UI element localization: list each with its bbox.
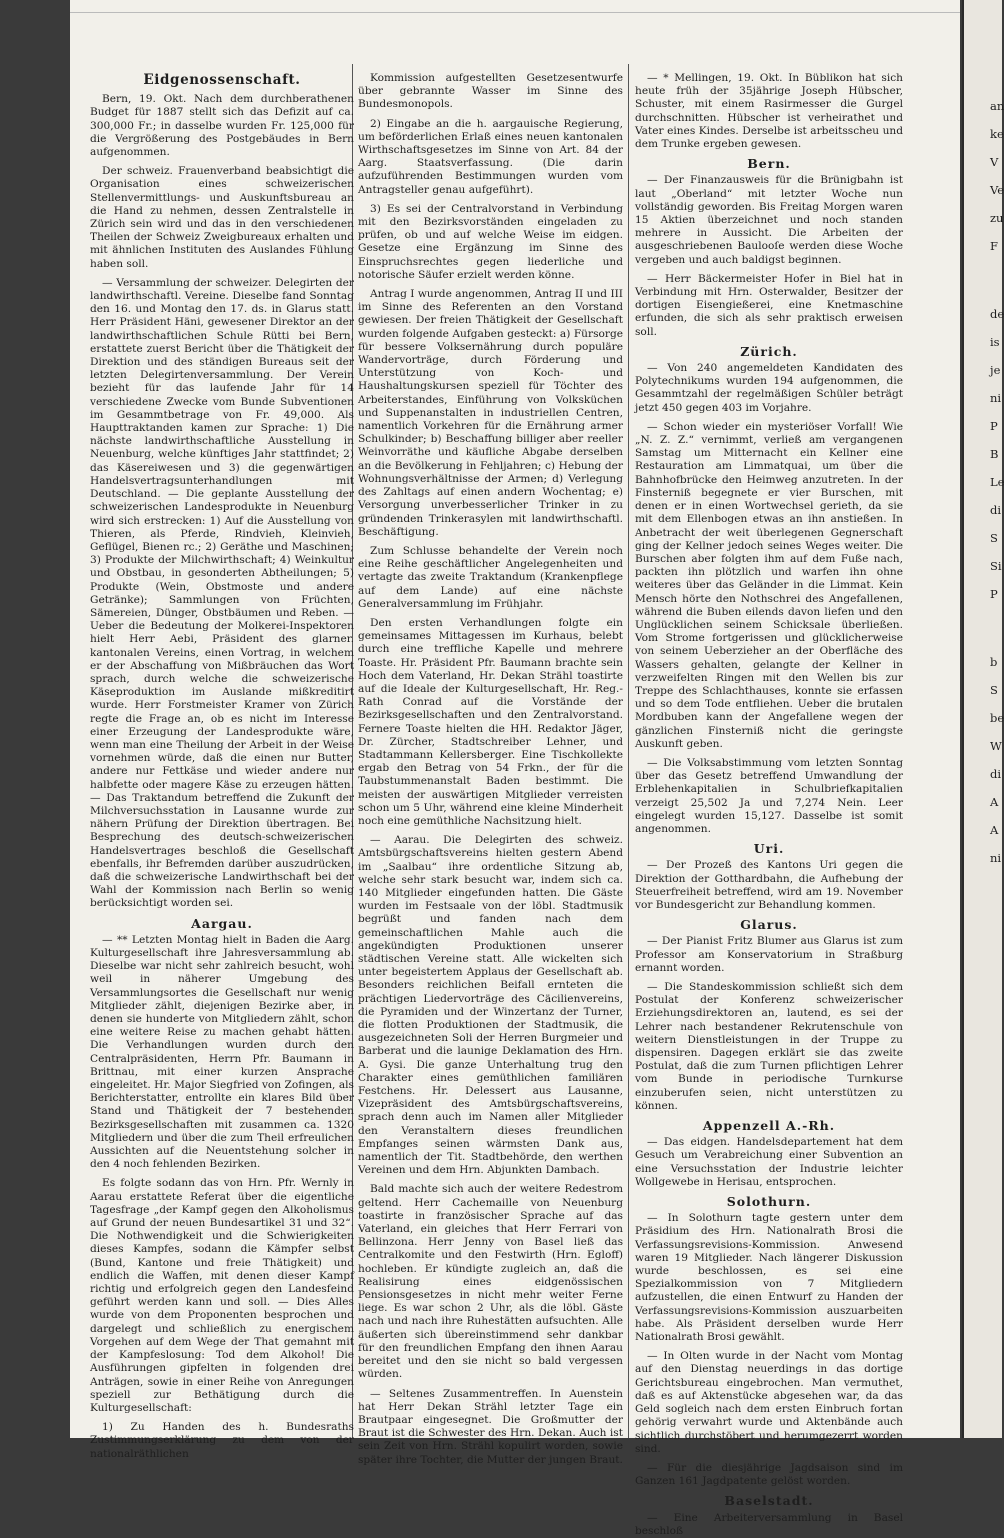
next-page-fragment: zu bbox=[990, 211, 1004, 225]
section-heading-uri: Uri. bbox=[753, 841, 785, 857]
page-top-edge bbox=[70, 0, 960, 13]
next-page-fragment: S bbox=[990, 531, 998, 545]
next-page-fragment: di bbox=[990, 503, 1002, 517]
article-paragraph: — ** Letzten Montag hielt in Baden die Aarg. Kulturgesellschaft ihre Jahresversammlung ab. Dieselbe war nicht sehr zahlreich besucht, wohl weil in näherer Umgebung des Versammlungsortes die Gesellschaft nur wenig Mitglieder zählt, diejenigen Bezirke aber, in denen sie hunderte von Mitgliedern zählt, schon eine weitere Reise zu machen gehabt hätten. Die Verhandlungen wurden durch den Centralpräsidenten, Herrn Pfr. Baumann in Brittnau, mit einer kurzen Ansprache eingeleitet. Hr. Major Siegfried von Zofingen, als Berichterstatter, entrollte ein klares Bild über Stand und Thätigkeit der 7 bestehenden Bezirksgesellschaften mit zusammen ca. 1320 Mitgliedern und über die zum Theil erfreulichen Aussichten auf die Neuentstehung solcher in den 4 noch fehlenden Bezirken. bbox=[90, 933, 354, 1171]
next-page-fragment: ke bbox=[990, 127, 1004, 141]
next-page-fragment: F bbox=[990, 239, 998, 253]
article-paragraph: — Herr Bäckermeister Hofer in Biel hat in Verbindung mit Hrn. Osterwalder, Besitzer der dortigen Eisengießerei, eine Knetmaschine erfunden, die sich als sehr praktisch erweisen soll. bbox=[635, 272, 903, 338]
column-2 bbox=[358, 72, 623, 1466]
article-paragraph: 1) Zu Handen des h. Bundesraths Zustimmungserklärung zu dem von der nationalräthlichen bbox=[90, 1421, 354, 1460]
section-heading-zuerich: Zürich. bbox=[740, 343, 798, 359]
article-paragraph: Kommission aufgestellten Gesetzesentwurfe über gebrannte Wasser im Sinne des Bundesmonopols. bbox=[358, 72, 623, 111]
next-page-fragment: de bbox=[990, 307, 1004, 321]
article-paragraph: — * Mellingen, 19. Okt. In Büblikon hat sich heute früh der 35jährige Joseph Hübscher, Schuster, mit einem Rasirmesser die Gurgel durchschnitten. Hübscher ist verheirathet und Vater eines Kindes. Derselbe ist arbeitsscheu und dem Trunke ergeben gewesen. bbox=[635, 72, 903, 151]
article-paragraph: Es folgte sodann das von Hrn. Pfr. Wernly in Aarau erstattete Referat über die eigentliche Tagesfrage „der Kampf gegen den Alkoholismus auf Grund der neuen Bundesartikel 31 und 32“. Die Nothwendigkeit und die Schwierigkeiten dieses Kampfes, sodann die Kämpfer selbst (Bund, Kantone und freie Thätigkeit) und endlich die Waffen, mit denen dieser Kampf richtig und erfolgreich gegen den Landesfeind geführt werden kann und soll. — Dies Alles wurde von dem Proponenten besprochen und dargelegt und schließlich zu energischem Vorgehen auf dem Wege der That gemahnt mit der Kampfeslosung: Tod dem Alkohol! Die Ausführungen gipfelten in folgenden drei Anträgen, sowie in einer Reihe von Anregungen speziell zur Bethätigung durch die Kulturgesellschaft: bbox=[90, 1177, 354, 1414]
next-page-fragment: V bbox=[990, 155, 999, 169]
article-paragraph: — Der Finanzausweis für die Brünigbahn ist laut „Oberland“ mit letzter Woche nun vollständig geworden. Bis Freitag Morgen waren 15 Aktien überzeichnet und noch standen mehrere in Aussicht. Die Arbeiten der ausgeschriebenen Baulooſe werden diese Woche vergeben und auch baldigst beginnen. bbox=[635, 174, 903, 266]
article-paragraph: — Der Prozeß des Kantons Uri gegen die Direktion der Gotthardbahn, die Aufhebung der Steuerfreiheit betreffend, wird am 19. November vor Bundesgericht zur Behandlung kommen. bbox=[635, 859, 903, 911]
article-paragraph: Antrag I wurde angenommen, Antrag II und III im Sinne des Referenten an den Vorstand gewiesen. Der freien Thätigkeit der Gesellschaft wurden folgende Aufgaben gesteckt: a) Fürsorge für bessere Volksernährung durch populäre Wandervorträge, durch Förderung und Unterstützung von Koch- und Haushaltungskursen speziell für Töchter des Arbeiterstandes, Einführung von Volksküchen und Suppenanstalten in industriellen Centren, namentlich Vorkehren für die Ernährung armer Schulkinder; b) Beschaffung billiger aber reeller Weinvorräthe und käufliche Abgabe derselben an die Bevölkerung in Fehljahren; c) Hebung der Wohnungsverhältnisse der Armen; d) Verlegung des Zahltags auf einen andern Wochentag; e) Versorgung unverbesserlicher Trinker in zu gründenden Trinkerasylen mit landwirthschaftl. Beschäftigung. bbox=[358, 288, 623, 538]
column-1 bbox=[90, 72, 354, 1460]
section-heading-baselstadt: Baselstadt. bbox=[724, 1493, 814, 1509]
article-paragraph: 3) Es sei der Centralvorstand in Verbindung mit den Bezirksvorständen eingeladen zu prüfen, ob und auf welche Weise im eidgen. Gesetze eine Ergänzung im Sinne des Einspruchsrechtes gegen liederliche und notorische Säufer erzielt werden könne. bbox=[358, 202, 623, 281]
next-page-fragment: S bbox=[990, 683, 998, 697]
next-page-edge bbox=[962, 0, 1002, 1438]
section-heading-glarus: Glarus. bbox=[740, 917, 798, 933]
next-page-fragment: ni bbox=[990, 391, 1002, 405]
article-paragraph: — Versammlung der schweizer. Delegirten der landwirthschaftl. Vereine. Dieselbe fand Sonntag den 16. und Montag den 17. ds. in Glarus statt. Herr Präsident Häni, gewesener Direktor an der landwirthschaftlichen Schule Rütti bei Bern, erstattete zuerst Bericht über die Thätigkeit der Direktion und des ständigen Bureaus seit der letzten Delegirtenversammlung. Der Verein bezieht für das laufende Jahr für 14 verschiedene Zwecke vom Bunde Subventionen im Gesammtbetrage von Fr. 49,000. Als Haupttraktanden kamen zur Sprache: 1) Die nächste landwirthschaftliche Ausstellung in Neuenburg, welche künftiges Jahr stattfindet; 2) das Käsereiwesen und 3) die gegenwärtigen Handelsvertragsunterhandlungen mit Deutschland. — Die geplante Ausstellung der schweizerischen Landesprodukte in Neuenburg wird sich erstrecken: 1) Auf die Ausstellung von Thieren, als Pferde, Rindvieh, Kleinvieh, Geflügel, Bienen rc.; 2) Geräthe und Maschinen; 3) Produkte der Milchwirthschaft; 4) Weinkultur und Obstbau, in gesonderten Abtheilungen; 5) Produkte (Wein, Obstmoste und andere Getränke); Sammlungen von Früchten, Sämereien, Dünger, Obstbäumen und Reben. — Ueber die Bedeutung der Molkerei-Inspektoren hielt Herr Aebi, Präsident des glarner. kantonalen Vereins, einen Vortrag, in welchem er der Abschaffung von Mißbräuchen das Wort sprach, durch welche die schweizerische Käseproduktion im Auslande mißkreditirt wurde. Herr Forstmeister Kramer von Zürich regte die Frage an, ob es nicht im Interesse einer Erzeugung der Landesprodukte wäre, wenn man eine Theilung der Arbeit in der Weise vornehmen würde, daß die einen nur Butter, andere nur Fettkäse und wieder andere nur halbfette oder magere Käse zu erzeugen hätten. — Das Traktandum betreffend die Zukunft der Milchversuchsstation in Lausanne wurde zur nähern Prüfung der Direktion übertragen. Bei Besprechung des deutsch-schweizerischen Handelsvertrages beschloß die Gesellschaft ebenfalls, ihr Befremden darüber auszudrücken, daß die schweizerische Landwirthschaft bei der Wahl der Kommission nach Berlin so wenig berücksichtigt worden sei. bbox=[90, 276, 354, 910]
article-paragraph: — Aarau. Die Delegirten des schweiz. Amtsbürgschaftsvereins hielten gestern Abend im „Saalbau“ ihre ordentliche Sitzung ab, welche sehr stark besucht war, indem sich ca. 140 Mitglieder eingefunden hatten. Die Gäste wurden im Festsaale von der löbl. Stadtmusik begrüßt und fanden nach dem gemeinschaftlichen Mahle auch die angekündigten Produktionen unserer städtischen Vereine statt. Alle wickelten sich unter begeistertem Applaus der Gesellschaft ab. Besonders reichlichen Beifall ernteten die prächtigen Liedervorträge des Cäcilienvereins, die Pyramiden und der Winzertanz der Turner, die flotten Produktionen der Stadtmusik, die ausgezeichneten Soli der Herren Burgmeier und Barberat und die launige Deklamation des Hrn. A. Gysi. Die ganze Unterhaltung trug den Charakter eines gemüthlichen familiären Festchens. Hr. Delessert aus Lausanne, Vizepräsident des Amtsbürgschaftsvereins, sprach denn auch im Namen aller Mitglieder den Veranstaltern dieses freundlichen Empfanges seinen wärmsten Dank aus, namentlich der Tit. Stadtbehörde, den werthen Vereinen und dem Hrn. Abjunkten Dambach. bbox=[358, 834, 623, 1177]
article-paragraph: Bern, 19. Okt. Nach dem durchberathenen Budget für 1887 stellt sich das Defizit auf ca. 300,000 Fr.; in dasselbe wurden Fr. 125,000 für die Vergrößerung des Postgebäudes in Bern aufgenommen. bbox=[90, 93, 354, 159]
next-page-fragment: Le bbox=[990, 475, 1004, 489]
article-paragraph: — Von 240 angemeldeten Kandidaten des Polytechnikums wurden 194 aufgenommen, die Gesammtzahl der regelmäßigen Schüler beträgt jetzt 450 gegen 403 im Vorjahre. bbox=[635, 362, 903, 414]
next-page-fragment: A bbox=[990, 795, 999, 809]
next-page-fragment: je bbox=[990, 363, 1001, 377]
next-page-fragment: B bbox=[990, 447, 999, 461]
article-paragraph: Bald machte sich auch der weitere Redestrom geltend. Herr Cachemaille von Neuenburg toastirte in französischer Sprache auf das Vaterland, ein gleiches that Herr Ferrari von Bellinzona. Herr Jenny von Basel ließ das Centralkomite und den Festwirth (Hrn. Egloff) hochleben. Er kündigte zugleich an, daß die Realisirung eines eidgenössischen Pensionsgesetzes in nicht mehr weiter Ferne liege. Es war schon 2 Uhr, als die löbl. Gäste nach und nach ihre Ruhestätten aufsuchten. Alle äußerten sich übereinstimmend sehr dankbar für den freundlichen Empfang den ihnen Aarau bereitet und den sie nicht so bald vergessen würden. bbox=[358, 1183, 623, 1381]
article-paragraph: Den ersten Verhandlungen folgte ein gemeinsames Mittagessen im Kurhaus, belebt durch eine treffliche Kapelle und mehrere Toaste. Hr. Präsident Pfr. Baumann brachte sein Hoch dem Vaterland, Hr. Dekan Strähl toastirte auf die Ideale der Kulturgesellschaft, Hr. Reg.-Rath Conrad auf die Vorstände der Bezirksgesellschaften und den Zentralvorstand. Fernere Toaste hielten die HH. Redaktor Jäger, Dr. Zürcher, Stadtschreiber Lehner, und Stadtammann Kellersberger. Eine Tischkollekte ergab den Betrag von 54 Frkn., der für die Taubstummenanstalt Baden bestimmt. Die meisten der auswärtigen Mitglieder verreisten schon um 5 Uhr, während eine kleine Minderheit noch eine gemüthliche Nachsitzung hielt. bbox=[358, 616, 623, 827]
next-page-fragment: P bbox=[990, 419, 998, 433]
newspaper-page bbox=[70, 0, 960, 1537]
next-page-fragment: A bbox=[990, 823, 999, 837]
article-paragraph: — Für die diesjährige Jagdsaison sind im Ganzen 161 Jagdpatente gelöst worden. bbox=[635, 1461, 903, 1488]
next-page-fragment: Si bbox=[990, 559, 1002, 573]
article-paragraph: — Die Volksabstimmung vom letzten Sonntag über das Gesetz betreffend Umwandlung der Erblehenkapitalien in Schulbriefkapitalien verzeigt 25,502 Ja und 7,274 Nein. Leer eingelegt wurden 15,127. Dasselbe ist somit angenommen. bbox=[635, 756, 903, 835]
section-heading-solothurn: Solothurn. bbox=[726, 1194, 812, 1210]
article-paragraph: — Das eidgen. Handelsdepartement hat dem Gesuch um Verabreichung einer Subvention an eine Versuchsstation der Industrie leichter Wollgewebe in Herisau, entsprochen. bbox=[635, 1136, 903, 1188]
article-paragraph: — Der Pianist Fritz Blumer aus Glarus ist zum Professor am Konservatorium in Straßburg ernannt worden. bbox=[635, 935, 903, 974]
next-page-fragment: b bbox=[990, 655, 998, 669]
section-heading-eidgenossenschaft: Eidgenossenschaft. bbox=[143, 72, 301, 88]
next-page-fragment: an bbox=[990, 99, 1004, 113]
section-heading-appenzell: Appenzell A.-Rh. bbox=[702, 1118, 836, 1134]
next-page-fragment: is bbox=[990, 335, 1000, 349]
next-page-fragment: W bbox=[990, 739, 1002, 753]
article-paragraph: — Schon wieder ein mysteriöser Vorfall! Wie „N. Z. Z.“ vernimmt, verließ am vergangenen Samstag um Mitternacht ein Kellner eine Restauration am Limmatquai, um über die Bahnhofbrücke den Heimweg anzutreten. In der Finsterniß begegnete er vier Burschen, mit denen er in einen Wortwechsel gerieth, da sie mit dem Ellenbogen etwas an ihn anstießen. In Anbetracht der weit überlegenen Gegnerschaft ging der Kellner jedoch seines Weges weiter. Die Burschen aber folgten ihm auf dem Fuße nach, packten ihn plötzlich und warfen ihn ohne weiteres über das Geländer in die Limmat. Kein Mensch hörte den Nothschrei des Angefallenen, während die Buben eilends davon liefen und den Unglücklichen seinem Schicksale überließen. Vom Strome fortgerissen und glücklicherweise von seinem Ueberzieher an der Oberfläche des Wassers gehalten, gelangte der Kellner in verzweifelten Ringen mit den Wellen bis zur Treppe des Schlachthauses, konnte sie erfassen und so dem Tode entfliehen. Ueber die brutalen Mordbuben kann der Angefallene wegen der gänzlichen Finsterniß nicht die geringste Auskunft geben. bbox=[635, 420, 903, 750]
article-paragraph: — In Solothurn tagte gestern unter dem Präsidium des Hrn. Nationalrath Brosi die Verfassungsrevisions-Kommission. Anwesend waren 19 Mitglieder. Nach längerer Diskussion wurde beschlossen, es sei eine Spezialkommission von 7 Mitgliedern aufzustellen, die einen Entwurf zu Handen der Verfassungsrevisions-Kommission auszuarbeiten habe. Als Präsident derselben wurde Herr Nationalrath Brosi gewählt. bbox=[635, 1212, 903, 1344]
article-paragraph: — In Olten wurde in der Nacht vom Montag auf den Dienstag neuerdings in das dortige Gerichtsbureau eingebrochen. Man vermuthet, daß es auf Aktenstücke abgesehen war, da das Geld sogleich nach dem ersten Einbruch fortan gehörig verwahrt wurde und Aktenbände auch sichtlich durchstöbert und herumgezerrt worden sind. bbox=[635, 1350, 903, 1455]
next-page-fragment: ni bbox=[990, 851, 1002, 865]
next-page-fragment: Ve bbox=[990, 183, 1004, 197]
article-paragraph: — Seltenes Zusammentreffen. In Auenstein hat Herr Dekan Strähl letzter Tage ein Brautpaar eingesegnet. Die Großmutter der Braut ist die Schwester des Hrn. Dekan. Auch ist sein Zeit von Hrn. Strähl kopulirt worden, sowie später ihre Tochter, die Mutter der jungen Braut. bbox=[358, 1387, 623, 1466]
column-3 bbox=[635, 72, 903, 1537]
section-heading-aargau: Aargau. bbox=[191, 915, 253, 931]
column-divider bbox=[628, 64, 629, 1438]
next-page-fragment: be bbox=[990, 711, 1004, 725]
section-heading-bern: Bern. bbox=[747, 156, 791, 172]
next-page-fragment: di bbox=[990, 767, 1002, 781]
article-paragraph: 2) Eingabe an die h. aargauische Regierung, um beförderlichen Erlaß eines neuen kantonalen Wirthschaftsgesetzes im Sinne von Art. 84 der Aarg. Staatsverfassung. (Die darin aufzuführenden Bestimmungen wurden vom Antragsteller genau aufgeführt). bbox=[358, 117, 623, 196]
article-paragraph: — Die Standeskommission schließt sich dem Postulat der Konferenz schweizerischer Erziehungsdirektoren an, lautend, es sei der Lehrer nach bestandener Rekrutenschule von weitern Dienstleistungen in der Truppe zu dispensiren. Dagegen erklärt sie das zweite Postulat, daß die zum Turnen pflichtigen Lehrer vom Bunde in periodische Turnkurse einzuberufen seien, nicht unterstützen zu können. bbox=[635, 981, 903, 1112]
next-page-fragment: P bbox=[990, 587, 998, 601]
article-paragraph: Der schweiz. Frauenverband beabsichtigt die Organisation eines schweizerischen Stellenvermittlungs- und Auskunftsbureau an die Hand zu nehmen, dessen Zentralstelle in Zürich sein wird und das in den verschiedenen Theilen der Schweiz Zweigbureaux erhalten und mit ähnlichen Instituten des Auslandes Fühlung haben soll. bbox=[90, 165, 354, 270]
article-paragraph: — Eine Arbeiterversammlung in Basel beschloß bbox=[635, 1511, 903, 1537]
article-paragraph: Zum Schlusse behandelte der Verein noch eine Reihe geschäftlicher Angelegenheiten und vertagte das zweite Traktandum (Krankenpflege auf dem Lande) auf eine nächste Generalversammlung im Frühjahr. bbox=[358, 544, 623, 610]
